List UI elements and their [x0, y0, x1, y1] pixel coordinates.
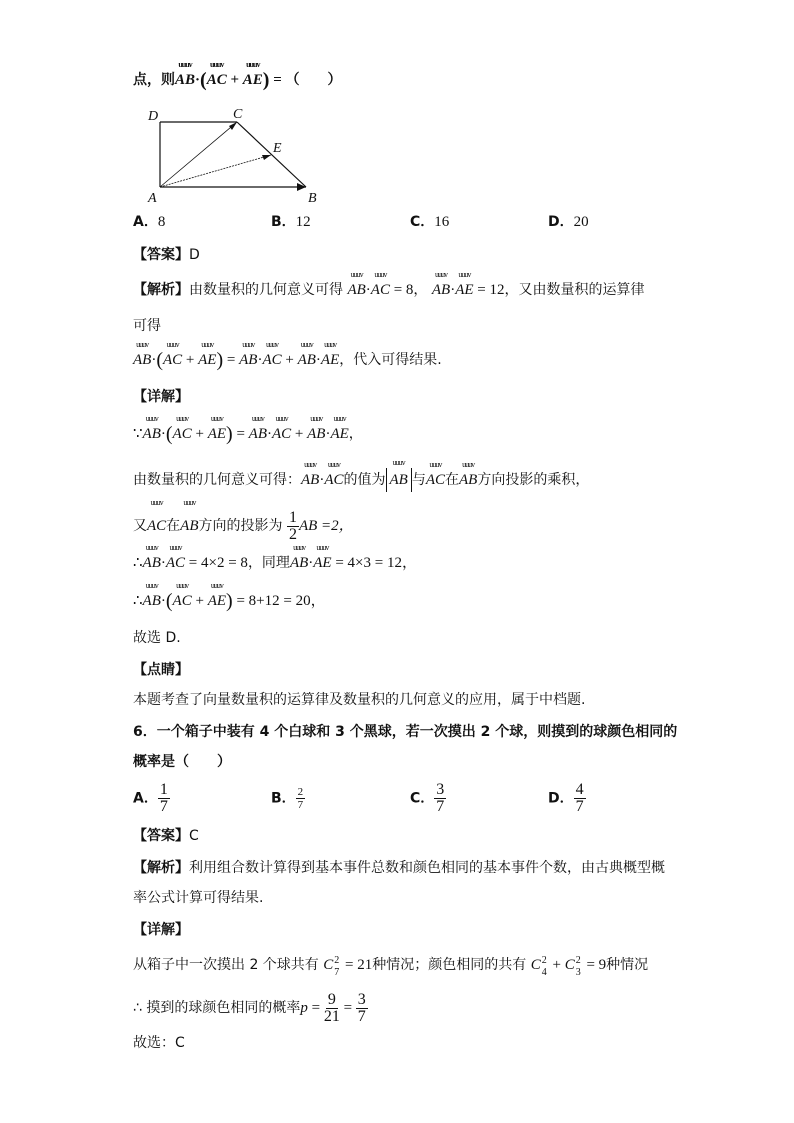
q5-option-b: B．12 — [271, 214, 311, 230]
vector-ac — [160, 122, 237, 187]
q5-analysis-line2: 可得 — [133, 318, 161, 334]
label-d: D — [148, 109, 159, 124]
q5-stem: 点，则uuuv AB·(uuuv AC + uuuv AE) = （ ） — [133, 70, 342, 90]
label-e: E — [273, 141, 282, 156]
q6-detail-tag: 【详解】 — [133, 922, 189, 938]
q5-option-a: A．8 — [133, 214, 166, 230]
q5-detail-tag: 【详解】 — [133, 389, 189, 405]
q6-option-a: A． $\frac{1}{7}$ — [133, 781, 168, 815]
label-a: A — [148, 191, 157, 206]
vector-ae — [160, 155, 271, 187]
trapezoid-figure — [140, 100, 340, 210]
q5-conclusion: 故选 D. — [133, 630, 181, 646]
arrowhead-e — [262, 155, 271, 160]
q5-answer: 【答案】D — [133, 247, 200, 263]
q5-option-d: D．20 — [548, 214, 589, 230]
q5-detail-line1: ∵uuuv AB·(uuuv AC + uuuv AE) = uuuv AB·uuuv AC + uuuv AB·uuuv AE， — [133, 424, 363, 444]
q6-stem-line2: 概率是（ ） — [133, 754, 231, 770]
q5-detail-line2: 由数量积的几何意义可得：uuuv AB·uuuv AC的值为uuuv AB 与uuuv AC在uuuv AB方向投影的乘积， — [133, 468, 589, 492]
q5-comment-tag: 【点睛】 — [133, 662, 189, 678]
label-c: C — [233, 107, 243, 122]
q6-analysis-line2: 率公式计算可得结果. — [133, 890, 264, 906]
q6-answer: 【答案】C — [133, 828, 199, 844]
q5-detail-line3: 又uuuv AC在uuuv AB方向的投影为 $\frac{1}{2}$ AB =2， — [133, 508, 354, 544]
q5-analysis-line3: uuuv AB·(uuuv AC + uuuv AE) = uuuv AB·uuuv AC + uuuv AB·uuuv AE，代入可得结果. — [133, 350, 442, 370]
arrowhead-b — [297, 183, 306, 191]
q6-option-b: B． $\frac{2}{7}$ — [271, 786, 304, 811]
q6-detail-line1: 从箱子中一次摸出 2 个球共有 C 2 7 = 21种情况；颜色相同的共有 C 2 4 + C 2 3 = 9种情况 — [133, 955, 649, 978]
arrowhead-c — [229, 122, 237, 130]
segment-cb — [237, 122, 306, 187]
label-b: B — [308, 191, 317, 206]
q5-analysis-line1: 【解析】由数量积的几何意义可得 uuuv AB·uuuv AC = 8， uuuv AB·uuuv AE = 12，又由数量积的运算律 — [133, 280, 645, 300]
q6-analysis-line1: 【解析】利用组合数计算得到基本事件总数和颜色相同的基本事件个数，由古典概型概 — [133, 860, 665, 876]
q5-option-c: C．16 — [410, 214, 450, 230]
q5-detail-line4: ∴uuuv AB·uuuv AC = 4×2 = 8，同理uuuv AB·uuuv AE = 4×3 = 12， — [133, 553, 417, 573]
q5-detail-line5: ∴uuuv AB·(uuuv AC + uuuv AE) = 8+12 = 20， — [133, 591, 326, 611]
q5-comment-text: 本题考查了向量数量积的运算律及数量积的几何意义的应用，属于中档题. — [133, 692, 586, 708]
q6-detail-line2: ∴ 摸到的球颜色相同的概率p = $\frac{9}{21}$ = $\frac{3}{7}$ — [133, 990, 366, 1025]
q6-option-c: C． $\frac{3}{7}$ — [410, 781, 445, 815]
q6-option-d: D． $\frac{4}{7}$ — [548, 781, 584, 815]
q6-conclusion: 故选：C — [133, 1035, 185, 1051]
q6-stem-line1: 6．一个箱子中装有 4 个白球和 3 个黑球，若一次摸出 2 个球，则摸到的球颜色相同的 — [133, 724, 678, 740]
